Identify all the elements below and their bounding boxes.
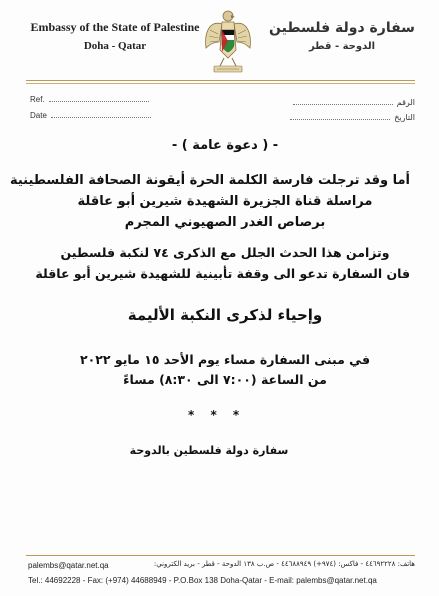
time-line: من الساعة (٧:٠٠ الى ٨:٣٠) مساءً (123, 372, 327, 387)
date-dots (51, 110, 151, 118)
date-field (30, 110, 151, 120)
separator-stars: * * * (188, 408, 246, 422)
invitation-line-1: وتزامن هذا الحدث الجلل مع الذكرى ٧٤ لنكبة فلسطين (60, 245, 390, 260)
footer-contact-english: Tel.: 44692228 - Fax: (+974) 44688949 - P.O.Box 138 Doha-Qatar - E-mail: palembs@qatar.net.qa (28, 576, 377, 585)
invitation-line-2: فان السفارة تدعو الى وقفة تأبينية للشهيدة شيرين أبو عاقلة (35, 266, 410, 281)
footer-email[interactable]: palembs@qatar.net.qa (28, 561, 109, 570)
ref-field (30, 94, 149, 104)
embassy-name-en: Embassy of the State of Palestine (30, 20, 200, 34)
paragraph-venue-time (40, 350, 410, 390)
ref-label: Ref. (30, 95, 45, 104)
embassy-city-en: Doha - Qatar (83, 40, 147, 52)
header-english (30, 20, 200, 52)
venue-line: في مبنى السفارة مساء يوم الأحد ١٥ مايو ٢٠٢٢ (79, 352, 371, 367)
ar-ref-field (293, 97, 415, 107)
tribute-line-1: أما وقد ترجلت فارسة الكلمة الحرة أيقونة الصحافة الفلسطينية (9, 173, 410, 188)
ref-dots (49, 94, 149, 102)
tribute-line-3: برصاص الغدر الصهيوني المجرم (124, 215, 326, 230)
ar-date-field (290, 112, 415, 122)
palestine-eagle-emblem-icon (200, 4, 256, 78)
header-rule (26, 80, 415, 81)
ar-date-dots (290, 112, 390, 120)
footer-contact-arabic: هاتف: ٤٤٦٩٢٢٢٨ - فاكس: (٩٧٤+) ٤٤٦٨٨٩٤٩ - ص.ب ١٣٨ الدوحة - قطر - بريد الكتروني: (153, 560, 415, 568)
signature: سفارة دولة فلسطين بالدوحة (129, 444, 289, 457)
embassy-city-ar: الدوحة - قطر (308, 41, 376, 52)
paragraph-tribute (9, 170, 410, 233)
ar-ref-label: الرقم (396, 98, 415, 107)
footer-rule (26, 555, 415, 556)
tribute-line-2: مراسلة قناة الجزيرة الشهيدة شيرين أبو عاقلة (77, 194, 373, 209)
nakba-remembrance-line: وإحياء لذكرى النكبة الأليمة (127, 306, 323, 324)
date-label: Date (30, 111, 47, 120)
ar-date-label: التاريخ (394, 113, 415, 122)
header-rule-secondary (26, 83, 415, 84)
header-arabic (267, 20, 417, 52)
paragraph-invitation (35, 242, 410, 284)
embassy-name-ar: سفارة دولة فلسطين (269, 20, 415, 36)
invitation-title: - ( دعوة عامة ) - (171, 138, 279, 153)
ar-ref-dots (293, 97, 393, 105)
